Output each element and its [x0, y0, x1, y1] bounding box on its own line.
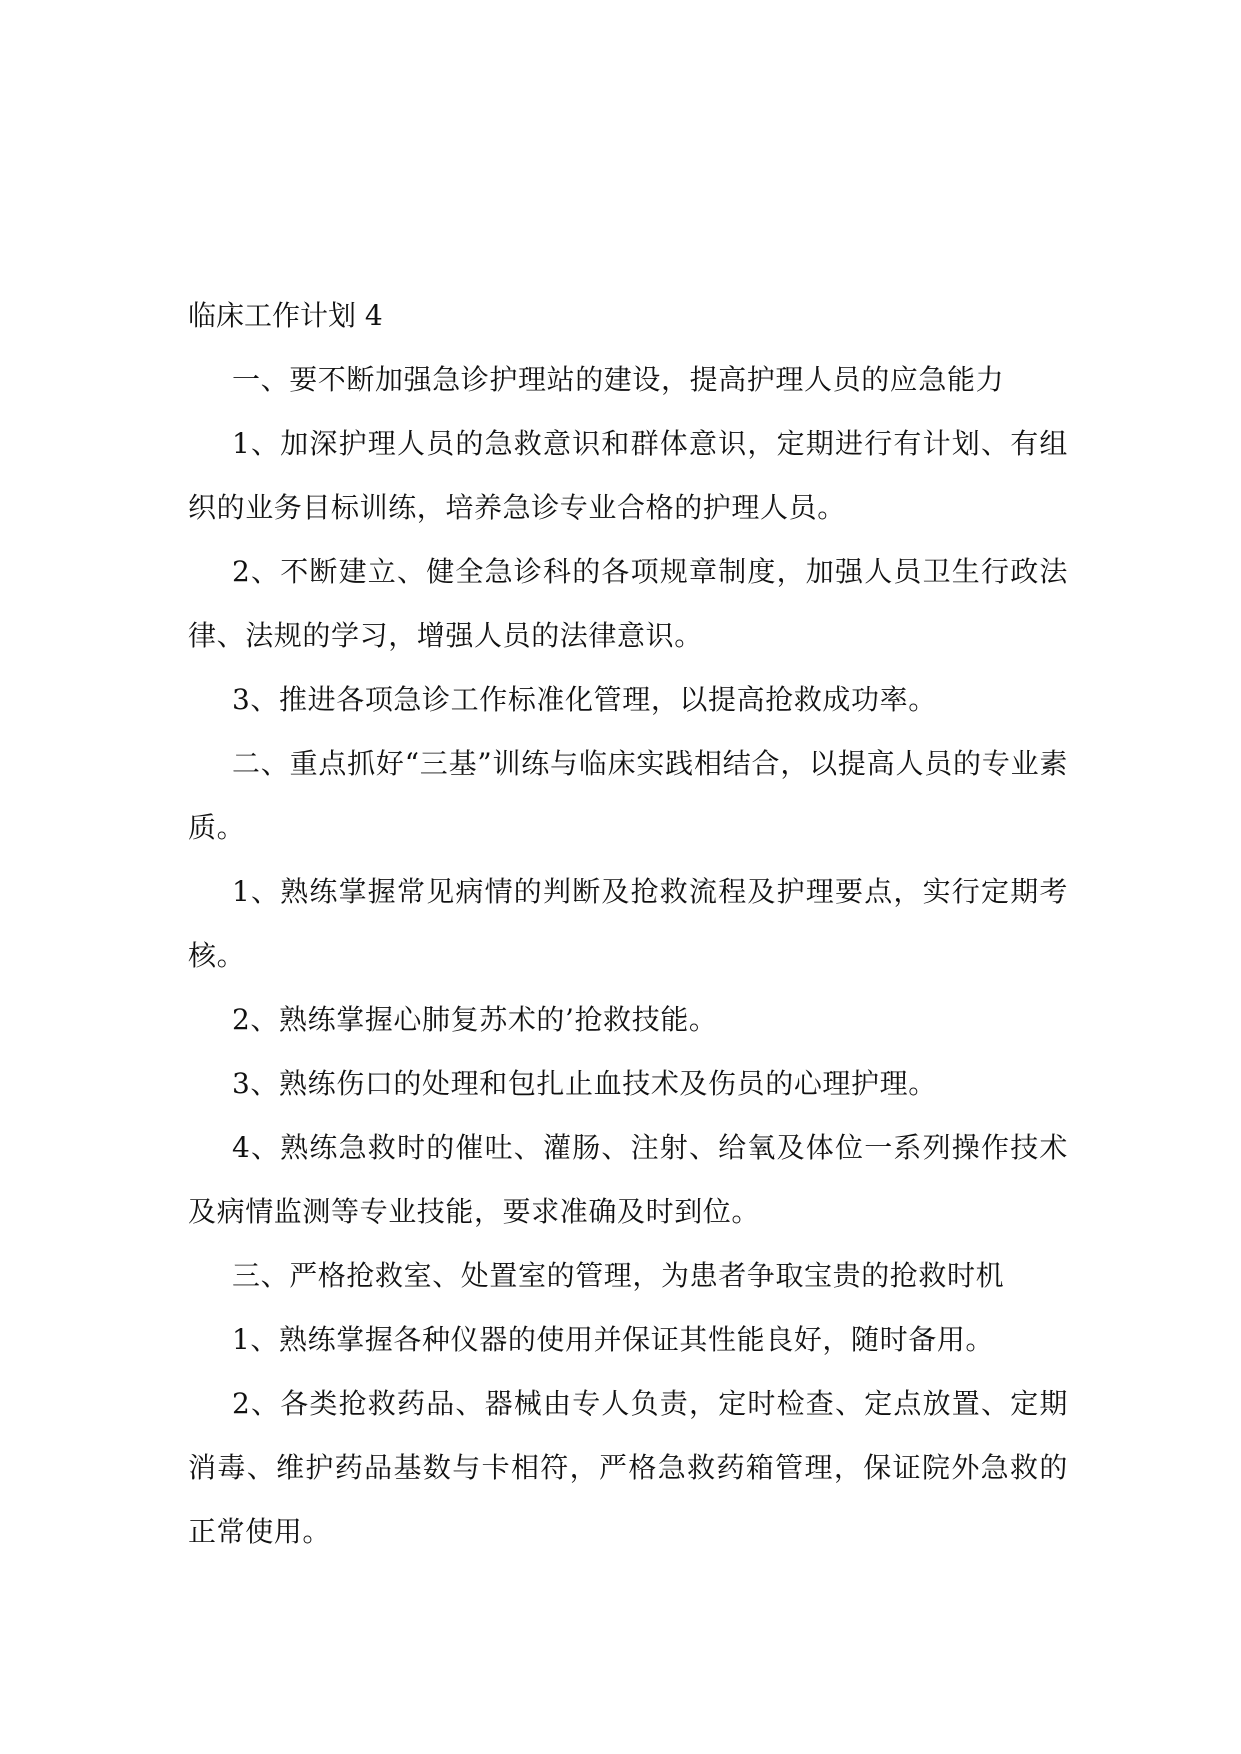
paragraph: 2、不断建立、健全急诊科的各项规章制度，加强人员卫生行政法律、法规的学习，增强人员的法律意识。	[188, 555, 1068, 652]
paragraph: 4、熟练急救时的催吐、灌肠、注射、给氧及体位一系列操作技术及病情监测等专业技能，要求准确及时到位。	[188, 1131, 1068, 1228]
section-heading-3: 三、严格抢救室、处置室的管理，为患者争取宝贵的抢救时机	[232, 1259, 1005, 1292]
paragraph: 1、熟练掌握各种仪器的使用并保证其性能良好，随时备用。	[232, 1323, 995, 1356]
paragraph: 2、各类抢救药品、器械由专人负责，定时检查、定点放置、定期消毒、维护药品基数与卡相符，严格急救药箱管理，保证院外急救的正常使用。	[188, 1387, 1068, 1548]
paragraph: 1、熟练掌握常见病情的判断及抢救流程及护理要点，实行定期考核。	[188, 875, 1068, 972]
paragraph: 2、熟练掌握心肺复苏术的’抢救技能。	[232, 1003, 718, 1036]
paragraph: 3、熟练伤口的处理和包扎止血技术及伤员的心理护理。	[232, 1067, 937, 1100]
document-title: 临床工作计划 4	[188, 299, 383, 332]
section-heading-2: 二、重点抓好“三基”训练与临床实践相结合，以提高人员的专业素质。	[188, 747, 1068, 844]
paragraph: 3、推进各项急诊工作标准化管理，以提高抢救成功率。	[232, 683, 937, 716]
section-heading-1: 一、要不断加强急诊护理站的建设，提高护理人员的应急能力	[232, 363, 1005, 396]
document-body	[188, 284, 1068, 1564]
paragraph: 1、加深护理人员的急救意识和群体意识，定期进行有计划、有组织的业务目标训练，培养急诊专业合格的护理人员。	[188, 427, 1068, 524]
